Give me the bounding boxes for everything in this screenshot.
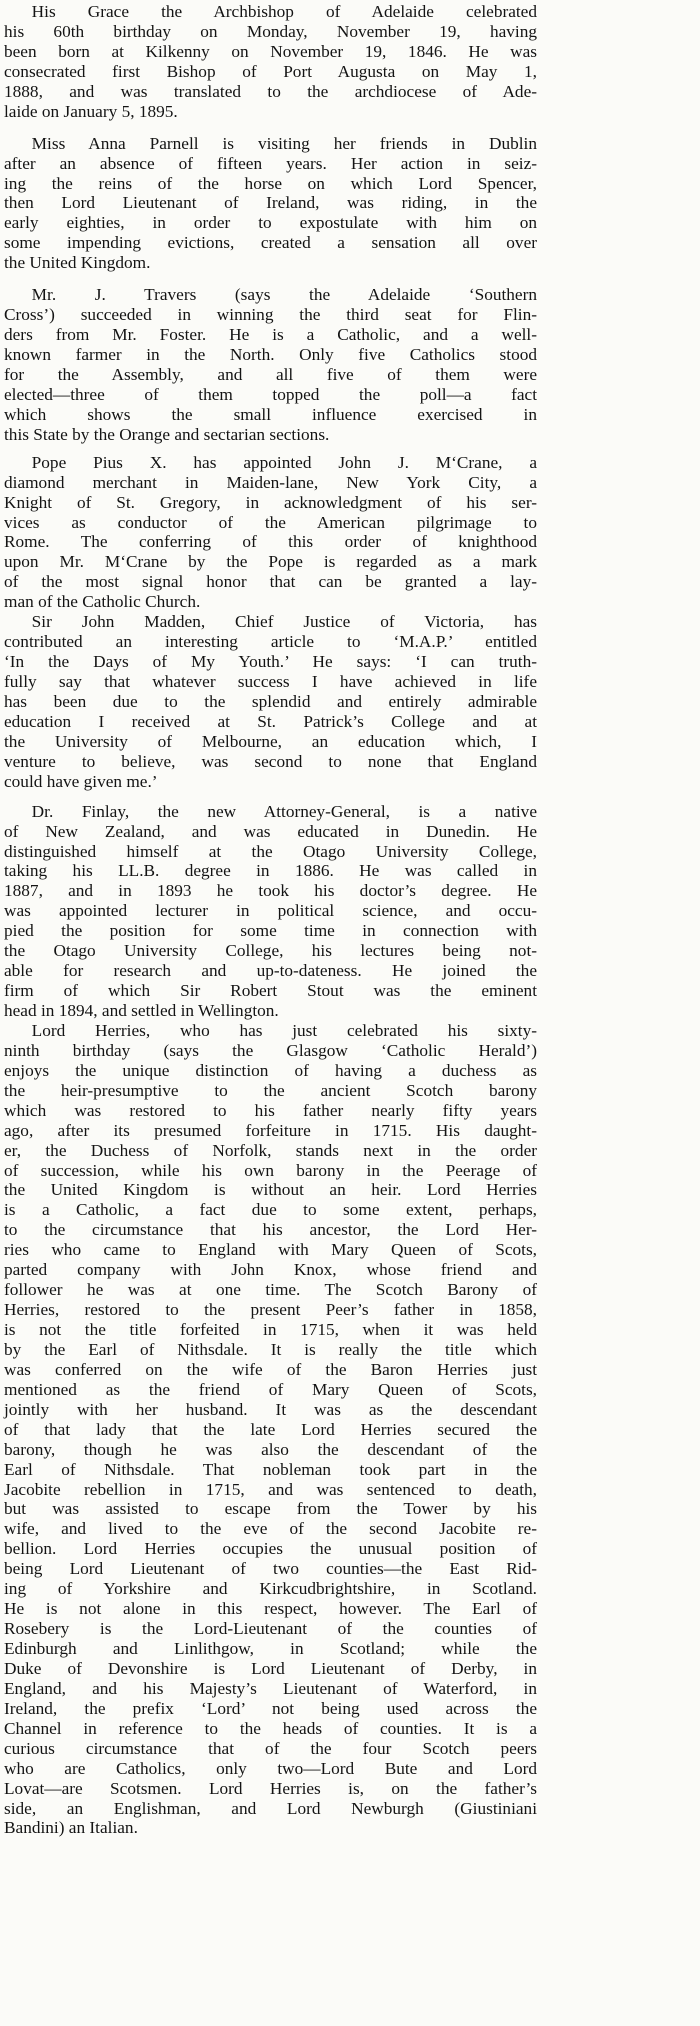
text-line: follower he was at one time. The Scotch Barony of <box>4 1280 537 1300</box>
text-line: for the Assembly, and all five of them were <box>4 364 537 384</box>
text-line: wife, and lived to the eve of the second Jacobite re- <box>4 1519 537 1539</box>
text-line: bellion. Lord Herries occupies the unusual position of <box>4 1539 537 1559</box>
text-line: of succession, while his own barony in the Peerage of <box>4 1160 537 1180</box>
text-line: pied the position for some time in connection with <box>4 921 537 941</box>
text-line: who are Catholics, only two—Lord Bute and Lord <box>4 1758 537 1778</box>
text-line: fully say that whatever success I have achieved in life <box>4 672 537 691</box>
text-line: mentioned as the friend of Mary Queen of Scots, <box>4 1379 537 1399</box>
text-line: taking his LL.B. degree in 1886. He was called in <box>4 861 537 881</box>
text-line: barony, though he was also the descendant of the <box>4 1439 537 1459</box>
text-line: Miss Anna Parnell is visiting her friends in Dublin <box>31 133 537 153</box>
text-line: side, an Englishman, and Lord Newburgh (Giustiniani <box>4 1798 537 1818</box>
paragraph-finlay <box>4 802 537 1021</box>
text-line: 1888, and was translated to the archdiocese of Ade- <box>4 81 537 101</box>
text-line: could have given me.’ <box>4 771 158 791</box>
text-line: ‘In the Days of My Youth.’ He says: ‘I can truth- <box>4 652 537 672</box>
text-line: 1887, and in 1893 he took his doctor’s degree. He <box>4 881 537 901</box>
text-line: parted company with John Knox, whose friend and <box>4 1260 537 1280</box>
text-line: man of the Catholic Church. <box>4 592 201 612</box>
text-line: ries who came to England with Mary Queen of Scots, <box>4 1240 537 1260</box>
text-line: Duke of Devonshire is Lord Lieutenant of Derby, in <box>4 1658 537 1678</box>
text-line: by the Earl of Nithsdale. It is really the title which <box>4 1339 537 1359</box>
text-line: of the most signal honor that can be granted a lay- <box>4 572 537 592</box>
text-line: vices as conductor of the American pilgrimage to <box>4 512 537 532</box>
paragraph-madden <box>4 612 537 791</box>
text-line: ing the reins of the horse on which Lord Spencer, <box>4 173 537 193</box>
text-line: ago, after its presumed forfeiture in 1715. His daught- <box>4 1120 537 1140</box>
text-line: Knight of St. Gregory, in acknowledgment of his ser- <box>4 492 537 512</box>
text-line: Bandini) an Italian. <box>4 1818 138 1838</box>
text-line: the Otago University College, his lectures being not- <box>4 941 537 961</box>
paragraph-spacer <box>4 273 537 285</box>
text-line: the United Kingdom. <box>4 253 151 273</box>
text-line: Rome. The conferring of this order of knighthood <box>4 532 537 552</box>
text-line: this State by the Orange and sectarian sections. <box>4 424 330 444</box>
text-line: Earl of Nithsdale. That nobleman took part in the <box>4 1459 537 1479</box>
text-line: Mr. J. Travers (says the Adelaide ‘Southern <box>31 285 537 305</box>
text-line: er, the Duchess of Norfolk, stands next in the order <box>4 1140 537 1160</box>
text-line: Lord Herries, who has just celebrated his sixty- <box>31 1020 537 1040</box>
text-line: was appointed lecturer in political science, and occu- <box>4 901 537 921</box>
text-line: early eighties, in order to expostulate with him on <box>4 213 537 233</box>
paragraph-spacer <box>4 445 537 453</box>
paragraph-mccrane <box>4 453 537 613</box>
text-line: able for research and up-to-dateness. He joined the <box>4 961 537 981</box>
text-line: the heir-presumptive to the ancient Scotch barony <box>4 1080 537 1100</box>
text-line: to the circumstance that his ancestor, the Lord Her- <box>4 1220 537 1240</box>
paragraph-spacer <box>4 122 537 134</box>
text-line: He is not alone in this respect, however. The Earl of <box>4 1599 537 1619</box>
text-line: jointly with her husband. It was as the descendant <box>4 1399 537 1419</box>
text-line: of New Zealand, and was educated in Dunedin. He <box>4 821 537 841</box>
text-line: curious circumstance that of the four Scotch peers <box>4 1738 537 1758</box>
text-line: which shows the small influence exercised in <box>4 404 537 424</box>
text-line: consecrated first Bishop of Port Augusta on May 1, <box>4 61 537 81</box>
text-line: elected—three of them topped the poll—a fact <box>4 384 537 404</box>
text-line: ders from Mr. Foster. He is a Catholic, and a well- <box>4 325 537 345</box>
text-line: Cross’) succeeded in winning the third seat for Flin- <box>4 305 537 325</box>
text-line: which was restored to his father nearly fifty years <box>4 1100 537 1120</box>
text-line: enjoys the unique distinction of having a duchess as <box>4 1060 537 1080</box>
text-line: ninth birthday (says the Glasgow ‘Catholic Herald’) <box>4 1040 537 1060</box>
text-line: laide on January 5, 1895. <box>4 101 178 121</box>
text-line: the University of Melbourne, an education which, I <box>4 731 537 751</box>
text-line: Rosebery is the Lord-Lieutenant of the counties of <box>4 1619 537 1639</box>
text-line: education I received at St. Patrick’s College and at <box>4 711 537 731</box>
text-line: Lovat—are Scotsmen. Lord Herries is, on the father’s <box>4 1778 537 1798</box>
text-line: known farmer in the North. Only five Catholics stood <box>4 345 537 364</box>
text-line: upon Mr. M‘Crane by the Pope is regarded as a mark <box>4 552 537 572</box>
text-line: is a Catholic, a fact due to some extent, perhaps, <box>4 1200 537 1220</box>
text-line: has been due to the splendid and entirely admirable <box>4 691 537 711</box>
text-line: his 60th birthday on Monday, November 19, having <box>4 21 537 41</box>
text-line: head in 1894, and settled in Wellington. <box>4 1001 279 1020</box>
text-line: was conferred on the wife of the Baron Herries just <box>4 1359 537 1379</box>
text-line: Jacobite rebellion in 1715, and was sentenced to death, <box>4 1479 537 1499</box>
text-line: Dr. Finlay, the new Attorney-General, is a native <box>31 801 537 821</box>
paragraph-spacer <box>4 792 537 802</box>
text-line: some impending evictions, created a sensation all over <box>4 233 537 253</box>
paragraph-herries <box>4 1021 537 1838</box>
paragraph-parnell <box>4 134 537 274</box>
text-line: firm of which Sir Robert Stout was the eminent <box>4 981 537 1001</box>
text-line: Ireland, the prefix ‘Lord’ not being used across the <box>4 1698 537 1718</box>
text-line: ing of Yorkshire and Kirkcudbrightshire, in Scotland. <box>4 1579 537 1599</box>
text-line: His Grace the Archbishop of Adelaide celebrated <box>31 2 537 21</box>
text-line: of that lady that the late Lord Herries secured the <box>4 1419 537 1439</box>
paragraph-archbishop <box>4 2 537 122</box>
text-line: been born at Kilkenny on November 19, 1846. He was <box>4 41 537 61</box>
text-line: Pope Pius X. has appointed John J. M‘Crane, a <box>31 452 537 472</box>
text-line: distinguished himself at the Otago University College, <box>4 841 537 861</box>
text-line: Herries, restored to the present Peer’s father in 1858, <box>4 1300 537 1320</box>
text-line: diamond merchant in Maiden-lane, New York City, a <box>4 472 537 492</box>
text-line: being Lord Lieutenant of two counties—the East Rid- <box>4 1559 537 1579</box>
paragraph-travers <box>4 285 537 445</box>
text-line: the United Kingdom is without an heir. Lord Herries <box>4 1180 537 1200</box>
text-line: Edinburgh and Linlithgow, in Scotland; while the <box>4 1639 537 1658</box>
text-line: England, and his Majesty’s Lieutenant of Waterford, in <box>4 1678 537 1698</box>
text-line: then Lord Lieutenant of Ireland, was riding, in the <box>4 193 537 213</box>
text-line: contributed an interesting article to ‘M.A.P.’ entitled <box>4 632 537 652</box>
text-line: after an absence of fifteen years. Her action in seiz- <box>4 153 537 173</box>
text-line: Sir John Madden, Chief Justice of Victoria, has <box>31 612 537 632</box>
text-line: Channel in reference to the heads of counties. It is a <box>4 1718 537 1738</box>
text-line: venture to believe, was second to none that England <box>4 751 537 771</box>
text-line: is not the title forfeited in 1715, when it was held <box>4 1320 537 1339</box>
text-line: but was assisted to escape from the Tower by his <box>4 1499 537 1519</box>
